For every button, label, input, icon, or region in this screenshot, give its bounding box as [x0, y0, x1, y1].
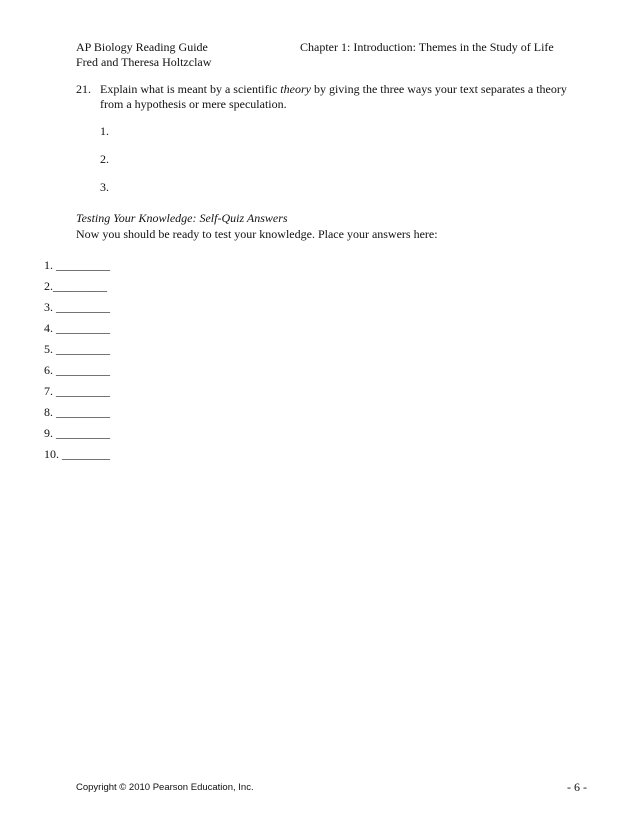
answer-line-6: 6. _________ — [44, 363, 110, 377]
self-quiz-instruction: Now you should be ready to test your knowledge. Place your answers here: — [76, 227, 438, 241]
answer-line-1: 1. _________ — [44, 258, 110, 272]
answer-line-7: 7. _________ — [44, 384, 110, 398]
question-21-item-2: 2. — [100, 152, 109, 166]
answer-line-3: 3. _________ — [44, 300, 110, 314]
answer-line-2: 2._________ — [44, 279, 107, 293]
question-21-number: 21. — [76, 82, 91, 96]
header-authors: Fred and Theresa Holtzclaw — [76, 55, 212, 69]
footer-copyright: Copyright © 2010 Pearson Education, Inc. — [76, 782, 254, 793]
self-quiz-heading: Testing Your Knowledge: Self-Quiz Answers — [76, 211, 288, 225]
question-21-item-3: 3. — [100, 180, 109, 194]
question-21-text-italic: theory — [280, 82, 311, 96]
header-title: AP Biology Reading Guide — [76, 40, 208, 54]
question-21-text-line2: from a hypothesis or mere speculation. — [100, 97, 287, 111]
question-21-text-part2: by giving the three ways your text separates a theory — [310, 82, 567, 96]
answer-line-5: 5. _________ — [44, 342, 110, 356]
answer-line-10: 10. ________ — [44, 447, 110, 461]
question-21-text — [100, 82, 567, 97]
question-21-text-part1: Explain what is meant by a scientific — [100, 82, 281, 96]
header-chapter: Chapter 1: Introduction: Themes in the Study of Life — [300, 40, 554, 54]
page-number: - 6 - — [567, 780, 587, 794]
answer-line-9: 9. _________ — [44, 426, 110, 440]
answer-line-8: 8. _________ — [44, 405, 110, 419]
answer-line-4: 4. _________ — [44, 321, 110, 335]
question-21-item-1: 1. — [100, 124, 109, 138]
